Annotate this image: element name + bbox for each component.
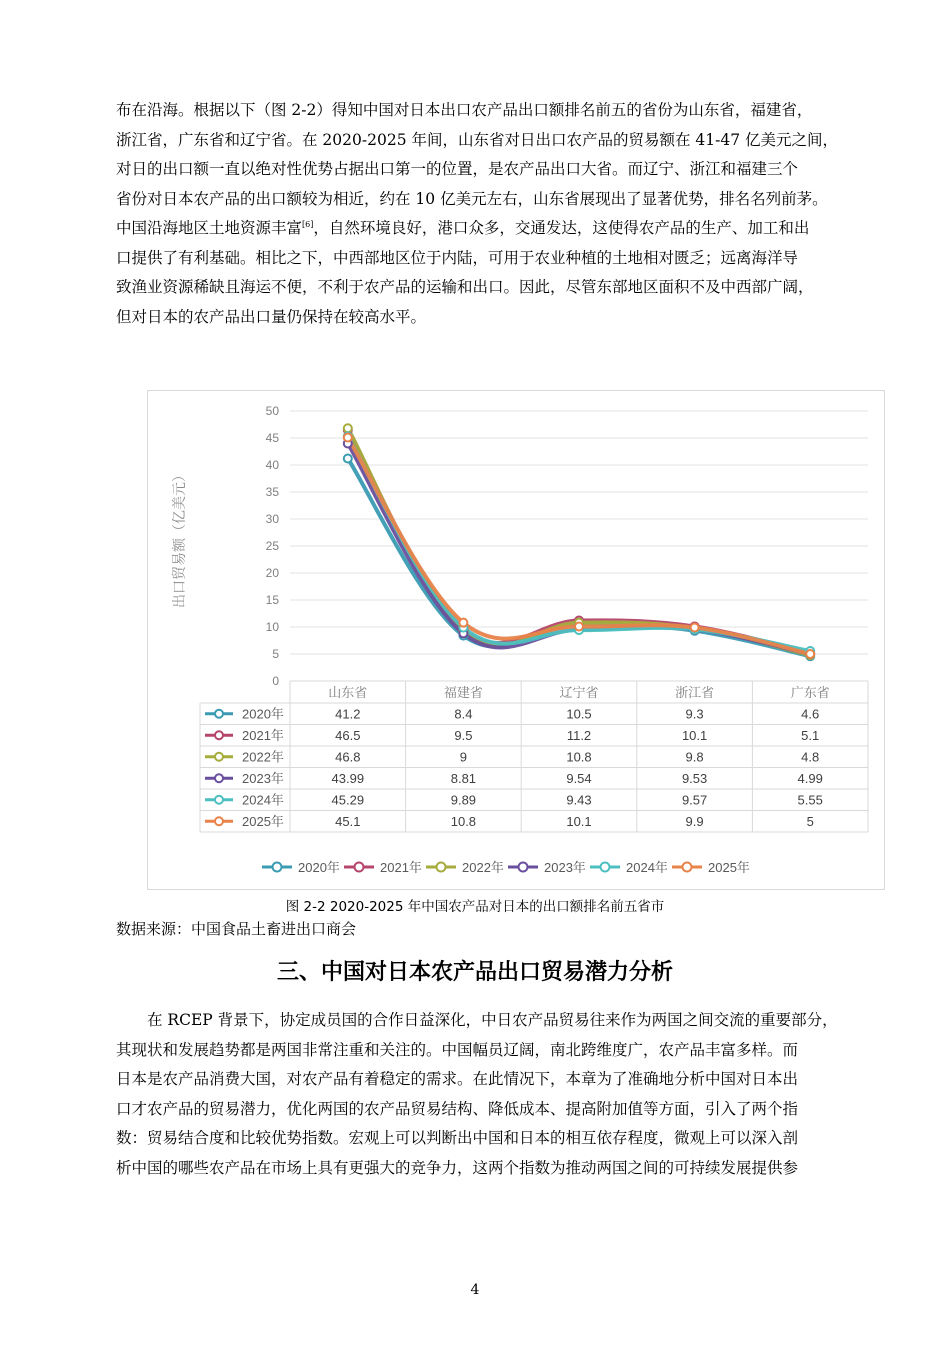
paragraph-2 — [116, 1006, 861, 1183]
figure-caption: 图 2-2 2020-2025 年中国农产品对日本的出口额排名前五省市 — [285, 899, 665, 915]
table-cell: 41.2 — [335, 706, 361, 722]
y-tick-label: 15 — [265, 593, 279, 607]
table-legend-marker — [215, 796, 223, 804]
data-point — [806, 650, 814, 658]
table-series-name: 2025年 — [242, 813, 284, 829]
text-line: 但对日本的农产品出口量仍保持在较高水平。 — [116, 307, 427, 326]
table-cell: 9.8 — [685, 749, 704, 765]
text-line: 省份对日本农产品的出口额较为相近，约在 10 亿美元左右，山东省展现出了显著优势，排名名列前茅。 — [116, 189, 828, 208]
legend-label: 2023年 — [544, 860, 586, 875]
data-point — [344, 455, 352, 463]
text-line: 浙江省，广东省和辽宁省。在 2020-2025 年间，山东省对日出口农产品的贸易额在 41-47 亿美元之间， — [116, 130, 839, 149]
table-cell: 8.4 — [454, 706, 473, 722]
table-cell: 4.8 — [801, 749, 820, 765]
category-label: 山东省 — [328, 685, 368, 700]
legend-marker — [273, 863, 282, 872]
legend-label: 2021年 — [380, 860, 422, 875]
table-cell: 9.43 — [566, 792, 592, 808]
data-point — [575, 622, 583, 630]
legend-marker — [601, 863, 610, 872]
table-series-name: 2021年 — [242, 727, 284, 743]
page-number: 4 — [470, 1282, 480, 1298]
category-label: 广东省 — [790, 685, 830, 700]
legend-label: 2022年 — [462, 860, 504, 875]
line-chart-with-table — [147, 390, 885, 890]
y-tick-label: 25 — [265, 539, 279, 553]
category-label: 辽宁省 — [559, 685, 599, 700]
table-cell: 5.55 — [797, 792, 823, 808]
table-cell: 11.2 — [566, 727, 592, 743]
text-line: 在 RCEP 背景下，协定成员国的合作日益深化，中日农产品贸易往来作为两国之间交流的重要部分， — [147, 1011, 838, 1029]
y-axis-label: 出口贸易额（亿美元） — [171, 468, 187, 608]
table-cell: 9.5 — [454, 727, 473, 743]
table-cell: 4.99 — [797, 770, 823, 786]
table-cell: 45.1 — [335, 813, 361, 829]
text-line: 析中国的哪些农产品在市场上具有更强大的竞争力，这两个指数为推动两国之间的可持续发展提供参 — [116, 1158, 799, 1177]
legend-marker — [355, 863, 364, 872]
table-legend-marker — [215, 731, 223, 739]
data-point — [459, 619, 467, 627]
table-series-name: 2022年 — [242, 749, 284, 765]
table-cell: 8.81 — [450, 770, 477, 786]
text-fragment: ，自然环境良好，港口众多，交通发达，这使得农产品的生产、加工和出 — [313, 219, 810, 237]
table-cell: 9.89 — [450, 792, 477, 808]
text-line: 其现状和发展趋势都是两国非常注重和关注的。中国幅员辽阔，南北跨维度广，农产品丰富多样。而 — [116, 1040, 799, 1059]
table-cell: 9.57 — [681, 792, 708, 808]
legend-marker — [519, 863, 528, 872]
table-legend-marker — [215, 710, 223, 718]
table-cell: 45.29 — [331, 792, 365, 808]
citation: [6] — [302, 219, 314, 229]
data-point — [344, 433, 352, 441]
y-tick-label: 40 — [265, 458, 279, 472]
y-tick-label: 35 — [265, 485, 279, 499]
chart-canvas — [148, 391, 884, 889]
category-label: 浙江省 — [675, 685, 715, 700]
table-cell: 10.8 — [566, 749, 592, 765]
y-tick-label: 0 — [272, 674, 279, 688]
text-line: 数：贸易结合度和比较优势指数。宏观上可以判断出中国和日本的相互依存程度，微观上可以深入剖 — [116, 1129, 799, 1147]
y-tick-label: 5 — [272, 647, 279, 661]
legend-label: 2024年 — [626, 860, 668, 875]
data-source: 数据来源：中国食品土畜进出口商会 — [116, 920, 357, 938]
table-cell: 10.8 — [450, 813, 477, 829]
legend-label: 2020年 — [298, 860, 340, 875]
paragraph-1 — [116, 96, 861, 332]
text-line: 致渔业资源稀缺且海运不便，不利于农产品的运输和出口。因此，尽管东部地区面积不及中西部广阔， — [116, 278, 814, 296]
legend-label: 2025年 — [708, 860, 750, 875]
table-legend-marker — [215, 753, 223, 761]
table-legend-marker — [215, 774, 223, 782]
table-series-name: 2020年 — [242, 706, 284, 722]
table-cell: 4.6 — [801, 706, 820, 722]
y-tick-label: 45 — [265, 431, 279, 445]
legend-marker — [437, 863, 446, 872]
text-line: 日本是农产品消费大国，对农产品有着稳定的需求。在此情况下，本章为了准确地分析中国对日本出 — [116, 1070, 799, 1088]
text-line: 口才农产品的贸易潜力，优化两国的农产品贸易结构、降低成本、提高附加值等方面，引入了两个指 — [116, 1099, 799, 1118]
table-cell: 9.54 — [566, 770, 592, 786]
table-cell: 9.53 — [681, 770, 708, 786]
table-legend-marker — [215, 817, 223, 825]
table-cell: 9.3 — [685, 706, 704, 722]
section-heading: 三、中国对日本农产品出口贸易潜力分析 — [276, 960, 673, 985]
table-cell: 46.8 — [335, 749, 361, 765]
table-cell: 5.1 — [801, 727, 820, 743]
table-cell: 43.99 — [331, 770, 365, 786]
data-point — [691, 624, 699, 632]
table-cell: 46.5 — [335, 727, 361, 743]
category-label: 福建省 — [443, 685, 483, 700]
table-cell: 10.1 — [681, 727, 708, 743]
table-cell: 10.5 — [566, 706, 592, 722]
text-fragment: 中国沿海地区土地资源丰富 — [116, 219, 303, 237]
text-line: 布在沿海。根据以下（图 2-2）得知中国对日本出口农产品出口额排名前五的省份为山东省，福建省， — [116, 101, 813, 119]
y-tick-label: 10 — [265, 620, 279, 634]
table-cell: 5 — [806, 813, 814, 829]
legend-marker — [683, 863, 692, 872]
table-series-name: 2023年 — [242, 770, 284, 786]
table-cell: 9 — [459, 749, 468, 765]
text-line-with-citation — [116, 214, 861, 244]
table-cell: 10.1 — [566, 813, 592, 829]
data-point — [344, 424, 352, 432]
text-line: 对日的出口额一直以绝对性优势占据出口第一的位置，是农产品出口大省。而辽宁、浙江和福建三个 — [116, 160, 799, 178]
y-tick-label: 30 — [265, 512, 279, 526]
text-line: 口提供了有利基础。相比之下，中西部地区位于内陆，可用于农业种植的土地相对匮乏；远离海洋导 — [116, 248, 799, 267]
table-cell: 9.9 — [685, 813, 704, 829]
table-series-name: 2024年 — [242, 792, 284, 808]
y-tick-label: 50 — [265, 404, 279, 418]
y-tick-label: 20 — [265, 566, 279, 580]
